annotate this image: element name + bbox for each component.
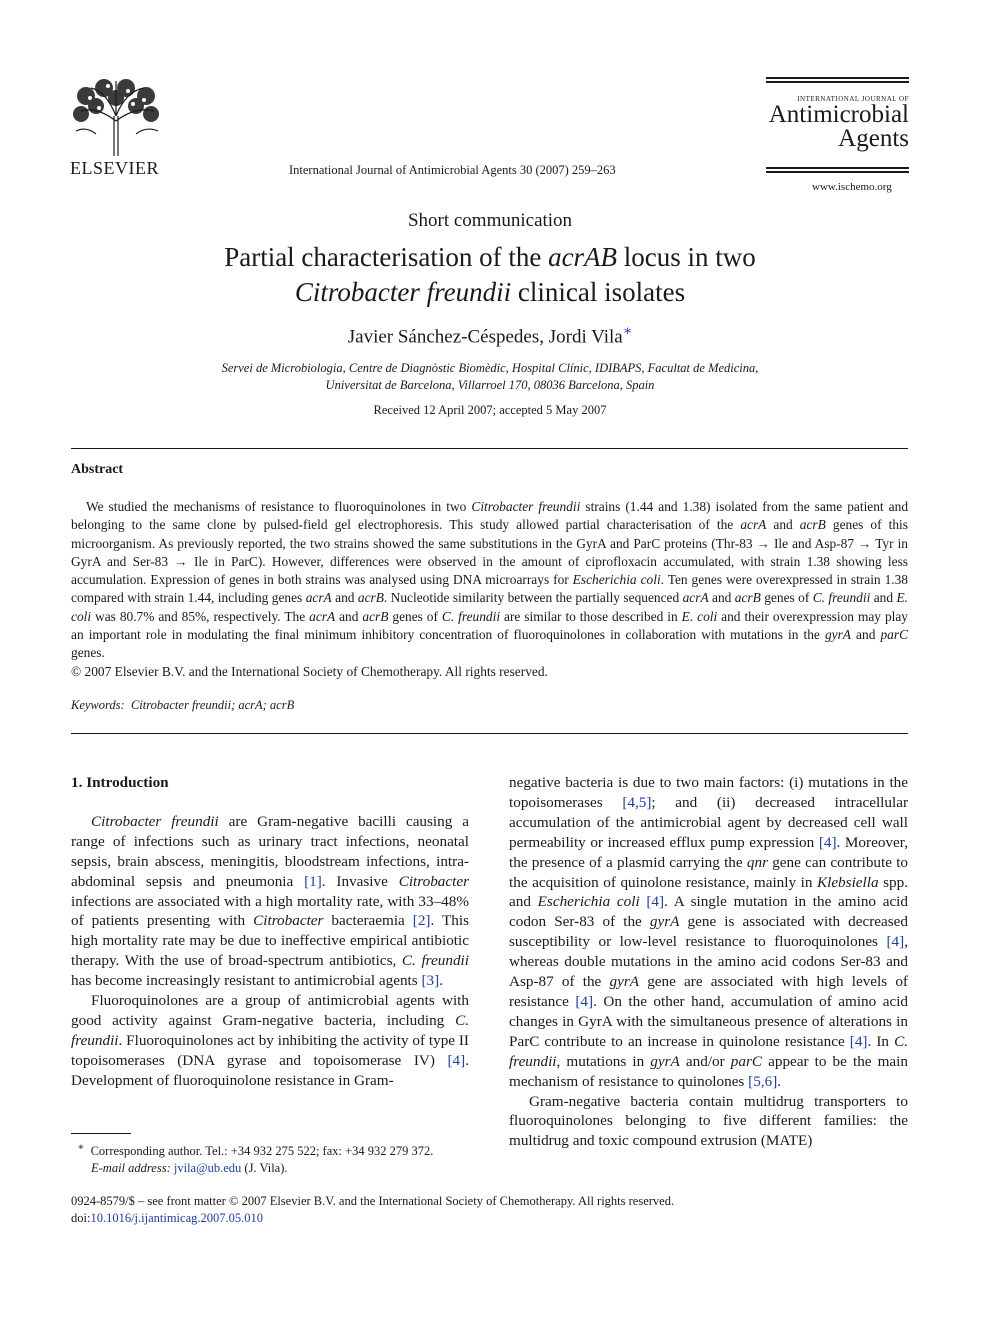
journal-brand-line2: Agents	[838, 125, 909, 152]
citation-link[interactable]: [5,6]	[748, 1072, 778, 1090]
journal-brand-line1: Antimicrobial	[768, 101, 909, 128]
citation-link[interactable]: [2]	[412, 912, 431, 930]
journal-website[interactable]: www.ischemo.org	[812, 181, 892, 193]
author-footnote-mark[interactable]: ∗	[622, 324, 633, 339]
citation-link[interactable]: [4]	[575, 992, 594, 1010]
citation-link[interactable]: [1]	[304, 872, 322, 890]
copyright: © 2007 Elsevier B.V. and the International Society of Chemotherapy. All rights reserved.	[71, 663, 548, 679]
issn-line: 0924-8579/$ – see front matter © 2007 Elsevier B.V. and the International Society of Chemotherapy. All rights reserved.	[71, 1194, 675, 1208]
body-column-right: negative bacteria is due to two main factors: (i) mutations in the topoisomerases [4,5]; and (ii) decreased intracellular accumulation of the antimicrobial agent by decreased cell wall permeability or increased efflux pump expression [4]. Moreover, the presence of a plasmid carrying the qnr gene can contribute to the acquisition of quinolone resistance, mainly in Klebsiella spp. and Escherichia coli [4]. A single mutation in the amino acid codon Ser-83 of the gyrA gene is associated with decreased susceptibility or low-level resistance to fluoroquinolones [4], whereas double mutations in the amino acid codons Ser-83 and Asp-87 of the gyrA gene are associated with high levels of resistance [4]. On the other hand, accumulation of amino acid changes in GyrA with the simultaneous presence of alterations in ParC contribute to an increase in quinolone resistance [4]. In C. freundii, mutations in gyrA and/or parC appear to be the main mechanism of resistance to quinolones [5,6]. Gram-negative bacteria contain multidrug transporters to fluoroquinolones belonging to five different families: the multidrug and toxic compound extrusion (MATE)	[509, 774, 909, 1150]
citation-link[interactable]: [4]	[818, 833, 837, 851]
journal-citation: International Journal of Antimicrobial Agents 30 (2007) 259–263	[289, 163, 616, 177]
divider	[71, 733, 908, 734]
section-type: Short communication	[407, 210, 573, 231]
body-column-left: 1. Introduction Citrobacter freundii are Gram-negative bacilli causing a range of infections such as urinary tract infections, neonatal sepsis, brain abscess, meningitis, bloodstream infections, intra-abdominal sepsis and pneumonia [1]. Invasive Citrobacter infections are associated with a high mortality rate, with 33–48% of patients presenting with Citrobacter bacteraemia [2]. This high mortality rate may be due to ineffective empirical antibiotic therapy. With the use of broad-spectrum antibiotics, C. freundii has become increasingly resistant to antimicrobial agents [3]. Fluoroquinolones are a group of antimicrobial agents with good activity against Gram-negative bacteria, including C. freundii. Fluoroquinolones act by inhibiting the activity of type II topoisomerases (DNA gyrase and topoisomerase IV) [4]. Development of fluoroquinolone resistance in Gram-	[71, 774, 469, 1089]
article-title: Partial characterisation of the acrAB locus in two Citrobacter freundii clinical isolates	[224, 242, 756, 307]
journal-brand-small: INTERNATIONAL JOURNAL OF	[797, 95, 909, 103]
publisher-name: ELSEVIER	[70, 158, 159, 178]
citation-link[interactable]: [4,5]	[622, 793, 652, 811]
divider	[71, 448, 908, 449]
elsevier-tree-logo	[66, 76, 166, 156]
doi-link[interactable]: 10.1016/j.ijantimicag.2007.05.010	[90, 1210, 264, 1225]
page-footer: 0924-8579/$ – see front matter © 2007 Elsevier B.V. and the International Society of Chemotherapy. All rights reserved. doi:10.1016/j.ijantimicag.2007.05.010	[71, 1194, 675, 1225]
footnote-divider	[71, 1133, 131, 1134]
section-heading: 1. Introduction	[71, 774, 169, 791]
received-dates: Received 12 April 2007; accepted 5 May 2007	[373, 403, 607, 417]
journal-brand	[766, 77, 909, 175]
email-link[interactable]: jvila@ub.edu	[173, 1161, 242, 1176]
keywords: Keywords: Citrobacter freundii; acrA; acrB	[71, 698, 295, 712]
citation-link[interactable]: [4]	[886, 933, 905, 951]
citation-link[interactable]: [4]	[646, 893, 665, 911]
citation-link[interactable]: [3]	[421, 972, 440, 990]
authors: Javier Sánchez-Céspedes, Jordi Vila∗	[347, 324, 633, 348]
citation-link[interactable]: [4]	[849, 1032, 868, 1050]
citation-link[interactable]: [4]	[447, 1051, 466, 1069]
abstract-body: We studied the mechanisms of resistance to fluoroquinolones in two Citrobacter freundii strains (1.44 and 1.38) isolated from the same patient and belonging to the same clone by pulsed-field gel electrophoresis. This study allowed partial characterisation of the acrA and acrB genes of this microorganism. As previously reported, the two strains showed the same substitutions in the GyrA and ParC proteins (Thr-83 → Ile and Asp-87 → Tyr in GyrA and Ser-83 → Ile in ParC). However, differences were observed in the amount of ciprofloxacin accumulated, with strain 1.38 showing less accumulation. Expression of genes in both strains was analysed using DNA microarrays for Escherichia coli. Ten genes were overexpressed in strain 1.38 compared with strain 1.44, including genes acrA and acrB. Nucleotide similarity between the partially sequenced acrA and acrB genes of C. freundii and E. coli was 80.7% and 85%, respectively. The acrA and acrB genes of C. freundii are similar to those described in E. coli and their overexpression may play an important role in modulating the final minimum inhibitory concentration of fluoroquinolones in collaboration with mutations in the gyrA and parC genes. © 2007 Elsevier B.V. and the International Society of Chemotherapy. All rights reserved.	[71, 498, 908, 681]
abstract-heading: Abstract	[71, 462, 124, 477]
corresponding-footnote: ∗ Corresponding author. Tel.: +34 932 275 522; fax: +34 932 279 372. E-mail address: jvila@ub.edu (J. Vila).	[77, 1142, 434, 1176]
affiliation: Servei de Microbiologia, Centre de Diagnòstic Biomèdic, Hospital Clínic, IDIBAPS, Facultat de Medicina, Universitat de Barcelona, Villarroel 170, 08036 Barcelona, Spain	[221, 361, 759, 392]
